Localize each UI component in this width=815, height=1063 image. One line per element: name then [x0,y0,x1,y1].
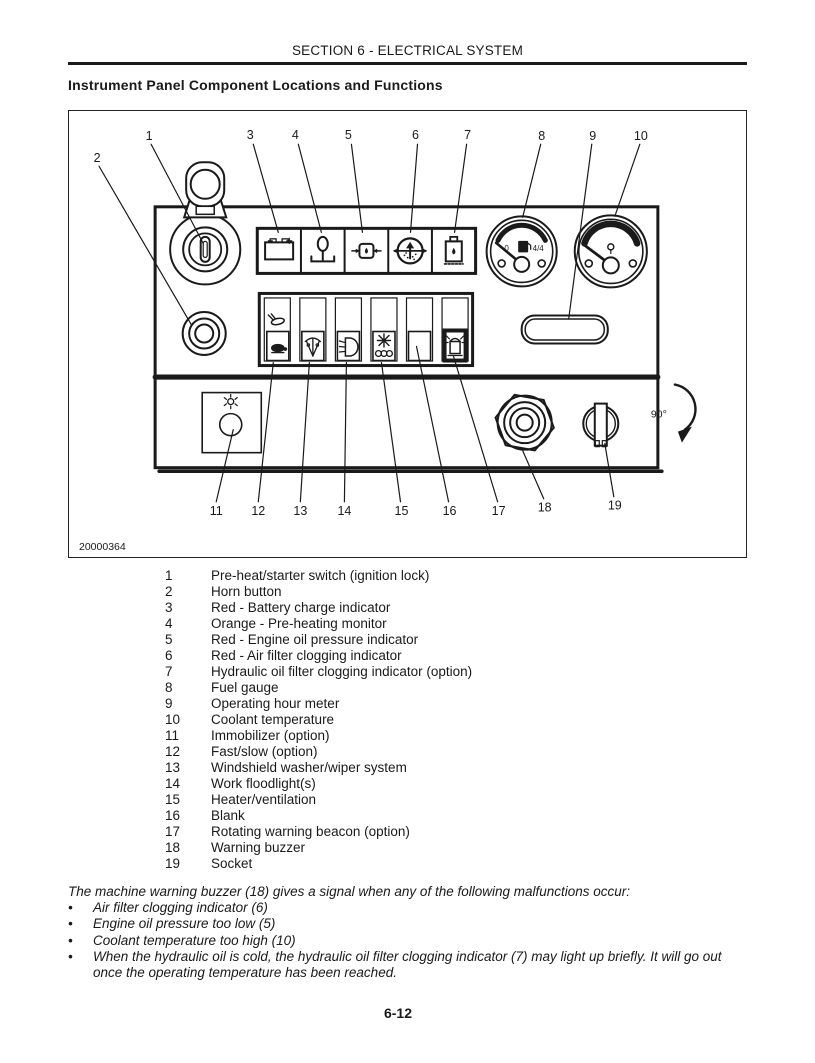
component-number: 3 [165,600,173,615]
callout-12: 12 [251,503,266,518]
bullet-text: Engine oil pressure too low (5) [93,916,276,932]
component-row [165,840,725,856]
note-bullet [68,916,747,932]
callout-9: 9 [589,129,597,144]
component-row [165,600,725,616]
page-header: SECTION 6 - ELECTRICAL SYSTEM [291,43,524,58]
component-row [165,856,725,872]
component-label: Coolant temperature [211,712,335,727]
bullet-text: Coolant temperature too high (10) [93,932,296,948]
fuel-pump-icon [518,241,528,253]
bullet-text: When the hydraulic oil is cold, the hydraulic oil filter clogging indicator (7) may light up briefly. It will go out once the operating temperature has been reached. [93,948,722,981]
ignition-key-drawing [184,162,226,217]
section-title: Instrument Panel Component Locations and Functions [68,77,443,93]
callout-17: 17 [491,503,506,518]
component-label: Warning buzzer [211,840,306,855]
component-row [165,712,725,728]
component-number: 1 [165,568,173,583]
component-number: 10 [165,712,181,727]
note-bullet [68,900,747,916]
component-row [165,760,725,776]
callout-11: 11 [209,503,223,518]
component-number: 13 [165,760,181,775]
component-row [165,632,725,648]
callout-7: 7 [464,128,472,143]
bullet-text: Air filter clogging indicator (6) [93,900,268,916]
component-number: 17 [165,824,181,839]
component-number: 12 [165,744,181,759]
component-label: Red - Air filter clogging indicator [211,648,402,663]
warning-notes [68,884,747,981]
component-label: Socket [211,856,253,871]
component-number: 5 [165,632,173,647]
component-row [165,696,725,712]
switch-row [259,293,472,365]
component-row [165,568,725,584]
component-label: Pre-heat/starter switch (ignition lock) [211,568,430,583]
rotation-angle-label: 90° [650,408,667,421]
component-row [165,776,725,792]
component-row [165,744,725,760]
component-number: 11 [165,728,180,743]
bullet-marker: • [68,932,73,948]
component-number: 9 [165,696,173,711]
component-label: Hydraulic oil filter clogging indicator (option) [211,664,473,679]
component-label: Immobilizer (option) [211,728,330,743]
component-row [165,824,725,840]
indicator-row [257,228,475,273]
bullet-marker: • [68,900,73,916]
note-bullet [68,949,747,981]
coolant-temp-gauge-drawing [575,215,647,287]
component-label: Red - Battery charge indicator [211,600,391,615]
instrument-panel-diagram [69,111,746,557]
component-label: Heater/ventilation [211,792,317,807]
callout-14: 14 [337,503,352,518]
component-number: 6 [165,648,173,663]
callout-15: 15 [394,503,409,518]
bullet-marker: • [68,948,73,964]
callout-5: 5 [344,128,352,143]
fuel-gauge-max-label: 4/4 [532,243,544,253]
component-number: 14 [165,776,181,791]
callout-1: 1 [145,129,153,144]
component-number: 8 [165,680,173,695]
callout-3: 3 [246,128,254,143]
fuel-gauge-min-label: 0 [504,243,509,253]
callout-6: 6 [412,128,419,143]
callout-16: 16 [442,503,457,518]
component-row [165,680,725,696]
fuel-gauge-drawing [487,216,557,286]
immobilizer-drawing [202,393,261,453]
component-label: Windshield washer/wiper system [211,760,407,775]
component-row [165,648,725,664]
component-number: 16 [165,808,181,823]
component-row [165,808,725,824]
component-list [165,568,725,872]
component-row [165,792,725,808]
callout-4: 4 [291,128,299,143]
component-label: Horn button [211,584,282,599]
figure-id: 20000364 [79,540,126,553]
component-label: Blank [211,808,245,823]
component-label: Red - Engine oil pressure indicator [211,632,419,647]
component-row [165,664,725,680]
page-number: 6-12 [383,1005,413,1021]
callout-2: 2 [93,151,101,166]
callout-13: 13 [293,503,308,518]
component-number: 7 [165,664,173,679]
component-row [165,616,725,632]
header-rule [68,62,747,65]
callout-18: 18 [537,500,552,515]
instrument-panel-figure [68,110,747,558]
callout-8: 8 [538,129,546,144]
component-number: 2 [165,584,173,599]
bullet-marker: • [68,916,73,932]
component-number: 18 [165,840,181,855]
notes-intro: The machine warning buzzer (18) gives a signal when any of the following malfunctions occur: [68,884,631,899]
component-number: 19 [165,856,181,871]
component-label: Work floodlight(s) [211,776,316,791]
component-label: Fuel gauge [211,680,279,695]
component-label: Orange - Pre-heating monitor [211,616,387,631]
note-bullet [68,933,747,949]
component-label: Rotating warning beacon (option) [211,824,410,839]
ignition-lock-drawing [170,214,240,284]
component-label: Operating hour meter [211,696,340,711]
component-number: 4 [165,616,173,631]
component-number: 15 [165,792,181,807]
component-row [165,728,725,744]
callout-10: 10 [633,129,648,144]
component-row [165,584,725,600]
callout-19: 19 [607,498,622,513]
component-label: Fast/slow (option) [211,744,318,759]
